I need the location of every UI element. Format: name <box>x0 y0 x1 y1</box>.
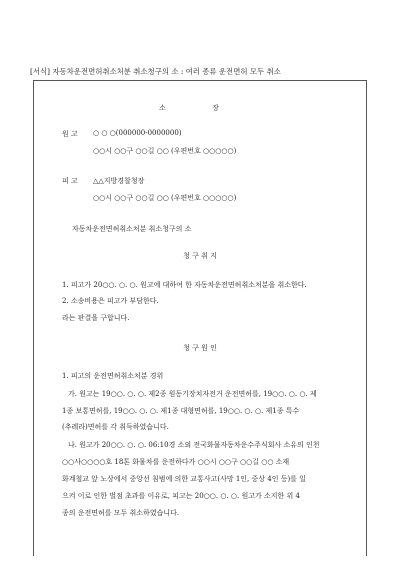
cause-line: 종의 운전면허를 모두 취소하였습니다. <box>62 509 180 517</box>
defendant-label: 피 고 <box>62 177 78 185</box>
cause-line: 으켜 이로 인한 벌점 초과를 이유로, 피고는 20○○. ○. ○. 원고가 소지한 위 4 <box>62 492 300 500</box>
plaintiff-address: ○○시 ○○구 ○○길 ○○ (우편번호 ○○○○○) <box>93 147 237 155</box>
claim-item-1: 1. 피고가 20○○. ○. ○. 원고에 대하여 한 자동차운전면허취소처분을 취소한다. <box>62 281 307 289</box>
cause-line: (추레라)면허를 각 취득하였습니다. <box>62 423 169 431</box>
defendant-name: △△지방경찰청장 <box>93 177 145 185</box>
cause-subheading: 1. 피고의 운전면허취소처분 경위 <box>62 372 164 380</box>
plaintiff-label: 원 고 <box>62 130 78 138</box>
case-name: 자동차운전면허취소처분 취소청구의 소 <box>72 225 192 233</box>
cause-line: 화계철교 앞 노상에서 중앙선 침범에 의한 교통사고(사망 1인, 중상 4인 등)를 일 <box>62 475 306 483</box>
cause-line: 나. 원고가 20○○. ○. ○. 06:10경 소외 전국화물자동차운수주식회사 소유의 인천 <box>68 441 320 449</box>
cause-line: 가. 원고는 19○○. ○. ○. 제2종 원동기장치자전거 운전면허를, 19○○. ○. ○. 제 <box>68 390 317 398</box>
cause-line: 1종 보통면허를, 19○○. ○. ○. 제1종 대형면허를, 19○○. ○. ○. 제1종 특수 <box>62 407 300 415</box>
claim-item-2: 2. 소송비용은 피고가 부담한다. <box>62 297 159 305</box>
cause-line: ○○사○○○○호 18톤 화물차를 운전하다가 ○○시 ○○구 ○○길 ○○ 소재 <box>62 458 290 466</box>
cause-heading: 청 구 원 인 <box>183 344 217 352</box>
claim-heading: 청 구 취 지 <box>183 252 217 260</box>
defendant-address: ○○시 ○○구 ○○길 ○○ (우편번호 ○○○○○) <box>93 194 237 202</box>
claim-conclusion: 라는 판결을 구합니다. <box>62 314 130 322</box>
document-header: [서식] 자동차운전면허취소처분 취소청구의 소 : 여러 종류 운전면허 모두 취소 <box>30 67 281 76</box>
document-title: 소 장 <box>159 104 241 112</box>
plaintiff-name: ○ ○ ○(000000-0000000) <box>93 129 182 137</box>
